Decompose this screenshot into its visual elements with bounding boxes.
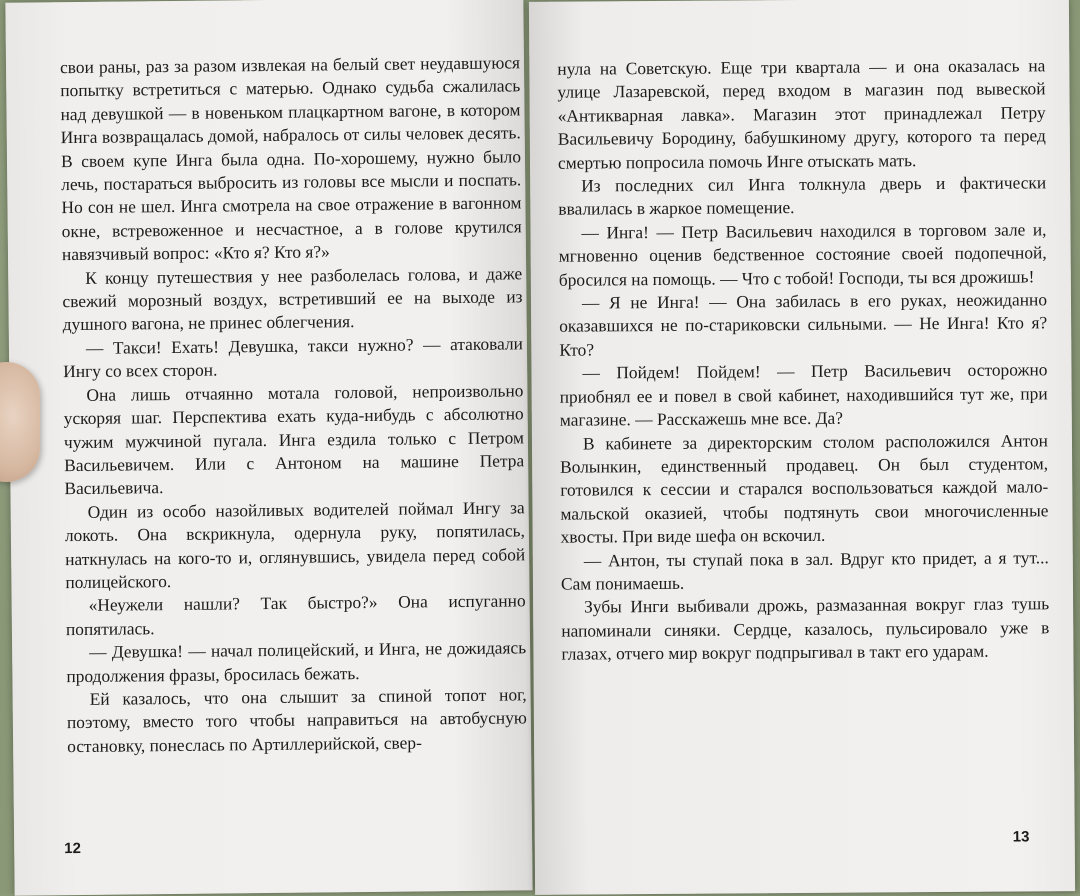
paragraph: свои раны, раз за разом извлекая на белый свет неудавшуюся попытку встретиться с матерью. Однако судьба сжалилась над девушкой — в новеньком плацкартном вагоне, в котором Инга возвращалась домой, набралось от силы человек десять. В своем купе Инга была одна. По-хорошему, нужно было лечь, постараться выбросить из головы все мысли и поспать. Но сон не шел. Инга смотрела на свое отражение в вагонном окне, встревоженное и несчастное, а в голове крутился навязчивый вопрос: «Кто я? Кто я?» bbox=[59, 52, 522, 265]
paragraph: — Пойдем! Пойдем! — Петр Васильевич осторожно приобнял ее и повел в свой кабинет, находившийся тут же, при магазине. — Расскажешь мне все. Да? bbox=[559, 359, 1048, 430]
paragraph: К концу путешествия у нее разболелась голова, и даже свежий морозный воздух, встретивший ее на выходе из душного вагона, не принес облегчения. bbox=[62, 262, 523, 335]
paragraph: — Инга! — Петр Васильевич находился в торговом зале и, мгновенно оценив бедственное состояние своей подопечной, бросился на помощь. — Что с тобой! Господи, ты вся дрожишь! bbox=[558, 219, 1047, 290]
left-page bbox=[5, 0, 532, 896]
right-page-text bbox=[557, 54, 1049, 666]
paragraph: Из последних сил Инга толкнула дверь и фактически ввалилась в жаркое помещение. bbox=[558, 172, 1047, 220]
paragraph: — Девушка! — начал полицейский, и Инга, не дожидаясь продолжения фразы, бросилась бежать. bbox=[66, 637, 527, 686]
thumb-holding-book bbox=[0, 362, 40, 482]
paragraph: Один из особо назойливых водителей поймал Ингу за локоть. Она вскрикнула, одернула руку, попятилась, наткнулась на кого-то и, оглянувшись, увидела перед собой полицейского. bbox=[64, 497, 526, 593]
left-page-text bbox=[60, 51, 527, 758]
paragraph: — Я не Инга! — Она забилась в его руках, неожиданно оказавшихся не по-стариковски сильными. — Не Инга! Кто я? Кто? bbox=[559, 289, 1048, 360]
paragraph: В кабинете за директорским столом расположился Антон Волынкин, единственный продавец. Он был студентом, готовился к сессии и старался воспользоваться каждой мало-мальской оказией, чтобы подтянуть свои многочисленные хвосты. При виде шефа он вскочил. bbox=[560, 429, 1049, 547]
page-number: 12 bbox=[64, 839, 81, 858]
right-page bbox=[529, 0, 1075, 895]
paragraph: — Антон, ты ступай пока в зал. Вдруг кто придет, а я тут... Сам понимаешь. bbox=[560, 546, 1049, 594]
paragraph: — Такси! Ехать! Девушка, такси нужно? — атаковали Ингу со всех сторон. bbox=[63, 333, 524, 382]
paragraph: «Неужели нашли? Так быстро?» Она испуганно попятилась. bbox=[65, 590, 526, 639]
paragraph: Она лишь отчаянно мотала головой, непроизвольно ускоряя шаг. Перспектива ехать куда-нибудь с абсолютно чужим мужчиной пугала. Инга ездила только с Петром Васильевичем. Или с Антоном на машине Петра Васильевича. bbox=[63, 380, 525, 499]
paragraph: Ей казалось, что она слышит за спиной топот ног, поэтому, вместо того чтобы направиться на автобусную остановку, понеслась по Артиллерийской, свер- bbox=[66, 684, 527, 756]
page-number: 13 bbox=[1012, 828, 1030, 846]
paragraph: Зубы Инги выбивали дрожь, размазанная вокруг глаз тушь напоминали синяки. Сердце, казалось, пульсировало уже в глазах, отчего мир вокруг подпрыгивал в такт его ударам. bbox=[561, 593, 1050, 664]
paragraph: нула на Советскую. Еще три квартала — и она оказалась на улице Лазаревской, перед входом в магазин под вывеской «Антикварная лавка». Магазин этот принадлежал Петру Васильевичу Бородину, бабушкиному другу, которого та перед смертью попросила помочь Инге отыскать мать. bbox=[557, 55, 1046, 173]
